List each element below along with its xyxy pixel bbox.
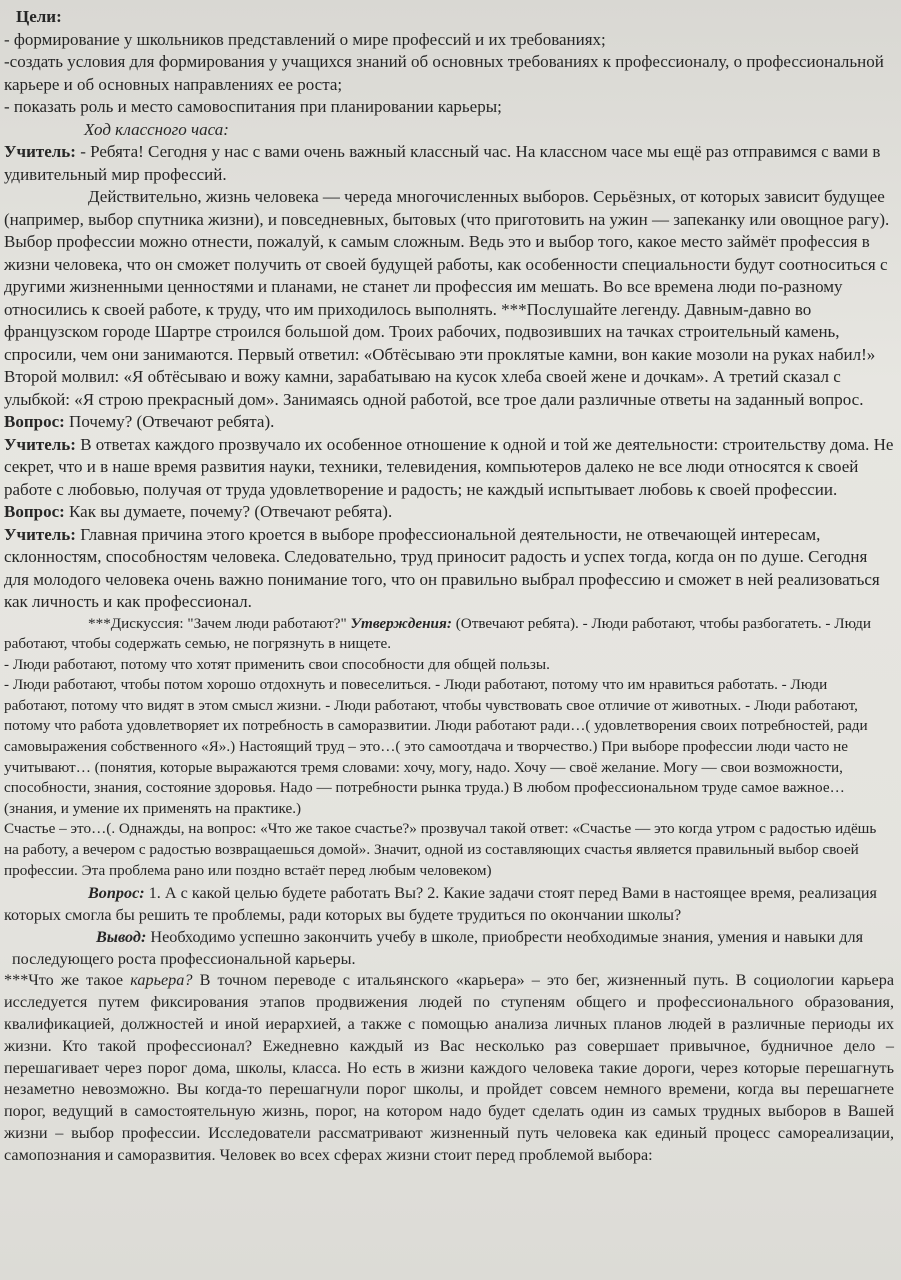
speaker-label: Учитель: xyxy=(4,434,76,454)
discussion-paragraph xyxy=(4,614,894,655)
discussion-line: - Люди работают, потому что хотят применить свои способности для общей пользы. xyxy=(4,655,550,673)
discussion-intro: ***Дискуссия: "Зачем люди работают?" xyxy=(88,614,351,632)
question-3 xyxy=(4,883,894,927)
question-text: 1. А с какой целью будете работать Вы? 2. Какие задачи стоят перед Вами в настоящее время, реализация которых смогла бы решить те проблемы, ради которых вы будете трудиться по окончании школы? xyxy=(4,884,877,925)
question-label: Вопрос: xyxy=(4,412,65,431)
teacher-text: Главная причина этого кроется в выборе профессиональной деятельности, не отвечающей интересам, склонностям, способностям человека. Следовательно, труд приносит радость и успех тогда, когда он по душе. Сегодня для молодого человека очень важно понимание того, что он правильно выбрал профессию и сможет в ней реализоваться как личность и как профессионал. xyxy=(4,524,880,611)
discussion-text: (Отвечают ребята). - Люди работают, чтобы разбогатеть. - Люди работают, чтобы содержать семью, не погрязнуть в нищете. xyxy=(4,614,872,653)
goal-item: -создать условия для формирования у учащихся знаний об основных требованиях к профессионалу, о профессиональной карьере и об основных направлениях ее роста; xyxy=(4,52,884,94)
goal-item: - формирование у школьников представлений о мире профессий и их требованиях; xyxy=(4,29,606,49)
question-1 xyxy=(4,411,894,434)
discussion-line: Счастье – это…(. Однажды, на вопрос: «Что же такое счастье?» прозвучал такой ответ: «Счастье — это когда утром с радостью идёшь на работу, а вечером с радостью возвращаешься домой». Значит, одной из составляющих счастья является правильный выбор своей профессии. Эта проблема рано или поздно встаёт перед любым человеком) xyxy=(4,820,877,879)
career-paragraph xyxy=(4,970,894,1166)
course-heading: Ход классного часа: xyxy=(84,119,229,139)
statements-label: Утверждения: xyxy=(350,614,452,632)
conclusion-text: Необходимо успешно закончить учебу в школе, приобрести необходимые знания, умения и навыки для последующего роста профессиональной карьеры. xyxy=(12,927,864,968)
question-label: Вопрос: xyxy=(88,884,145,903)
main-paragraph: Действительно, жизнь человека — череда многочисленных выборов. Серьёзных, от которых зависит будущее (например, выбор спутника жизни), и повседневных, бытовых (что приготовить на ужин — запеканку или овощное рагу). Выбор профессии можно отнести, пожалуй, к самым сложным. Ведь это и выбор того, какое место займёт профессия в жизни человека, что он сможет получить от своей будущей работы, как особенности специальности будут соотноситься с другими жизненными ценностями и планами, не станет ли профессия им мешать. Во все времена люди по-разному относились к своей работе, к труду, что им приходилось выполнять. ***Послушайте легенду. Давным-давно во французском городе Шартре строился большой дом. Троих рабочих, подвозивших на тачках строительный камень, спросили, чем они занимаются. Первый ответил: «Обтёсываю эти проклятые камни, вон какие мозоли на руках набил!» Второй молвил: «Я обтёсываю и вожу камни, зарабатываю на кусок хлеба своей жене и дочкам». А третий сказал с улыбкой: «Я строю прекрасный дом». Занимаясь одной работой, все трое дали различные ответы на заданный вопрос. xyxy=(4,187,890,409)
conclusion-label: Вывод: xyxy=(96,927,147,946)
intro-text: - Ребята! Сегодня у нас с вами очень важный классный час. На классном часе мы ещё раз отправимся с вами в удивительный мир профессий. xyxy=(4,142,881,184)
teacher-paragraph-3 xyxy=(4,524,894,614)
goal-item: - показать роль и место самовоспитания при планировании карьеры; xyxy=(4,97,502,116)
question-text: Почему? (Отвечают ребята). xyxy=(64,412,275,431)
speaker-label: Учитель: xyxy=(4,524,76,544)
goals-heading: Цели: xyxy=(16,7,62,26)
teacher-text: В ответах каждого прозвучало их особенное отношение к одной и той же деятельности: строительству дома. Не секрет, что и в наше время развития науки, техники, телевидения, компьютеров далеко не все люди относятся к своей работе с любовью, получая от труда удовлетворение и радость; не каждый испытывает любовь к своей профессии. xyxy=(4,434,894,499)
question-label: Вопрос: xyxy=(4,502,65,521)
teacher-paragraph-2 xyxy=(4,434,894,502)
intro-paragraph xyxy=(4,141,894,186)
conclusion-paragraph xyxy=(4,927,894,971)
career-term: карьера? xyxy=(130,971,193,990)
document-content xyxy=(4,6,894,1167)
discussion-line: - Люди работают, чтобы потом хорошо отдохнуть и повеселиться. - Люди работают, потому что им нравиться работать. - Люди работают, потому что видят в этом смысл жизни. - Люди работают, чтобы чувствовать свое отличие от животных. - Люди работают, потому что работа удовлетворяет их потребность в саморазвитии. Люди работают ради…( удовлетворения своих потребностей, ради самовыражения собственного «Я».) Настоящий труд – это…( это самоотдача и творчество.) При выборе профессии люди часто не учитывают… (понятия, которые выражаются тремя словами: хочу, могу, надо. Хочу — своё желание. Могу — свои возможности, способности, знания, состояние здоровья. Надо — потребности рынка труда.) В любом профессиональном труде самое важное…(знания, и умение их применять на практике.) xyxy=(4,676,868,817)
career-prefix: ***Что же такое xyxy=(4,971,131,990)
question-text: Как вы думаете, почему? (Отвечают ребята). xyxy=(64,502,393,521)
career-text: В точном переводе с итальянского «карьера» – это бег, жизненный путь. В социологии карьера исследуется путем фиксирования этапов продвижения людей по ступеням общего и профессионального образования, квалификацией, должностей и иной иерархией, а также с помощью анализа личных планов людей в различные периоды их жизни. Кто такой профессионал? Ежедневно каждый из Вас несколько раз совершает привычное, будничное дело – перешагивает через порог дома, школы, класса. Но есть в жизни каждого человека такие дороги, через которые перешагнуть незаметно невозможно. Вы когда-то перешагнули порог школы, и пройдет совсем немного времени, когда вы перешагнете порог, ведущий в самостоятельную жизнь, порог, на котором надо будет сделать один из самых трудных выборов в Вашей жизни – выбор профессии. Исследователи рассматривают жизненный путь человека как единый процесс самореализации, самопознания и саморазвития. Человек во всех сферах жизни стоит перед проблемой выбора: xyxy=(4,971,895,1164)
question-2 xyxy=(4,501,894,524)
speaker-label: Учитель: xyxy=(4,142,76,161)
